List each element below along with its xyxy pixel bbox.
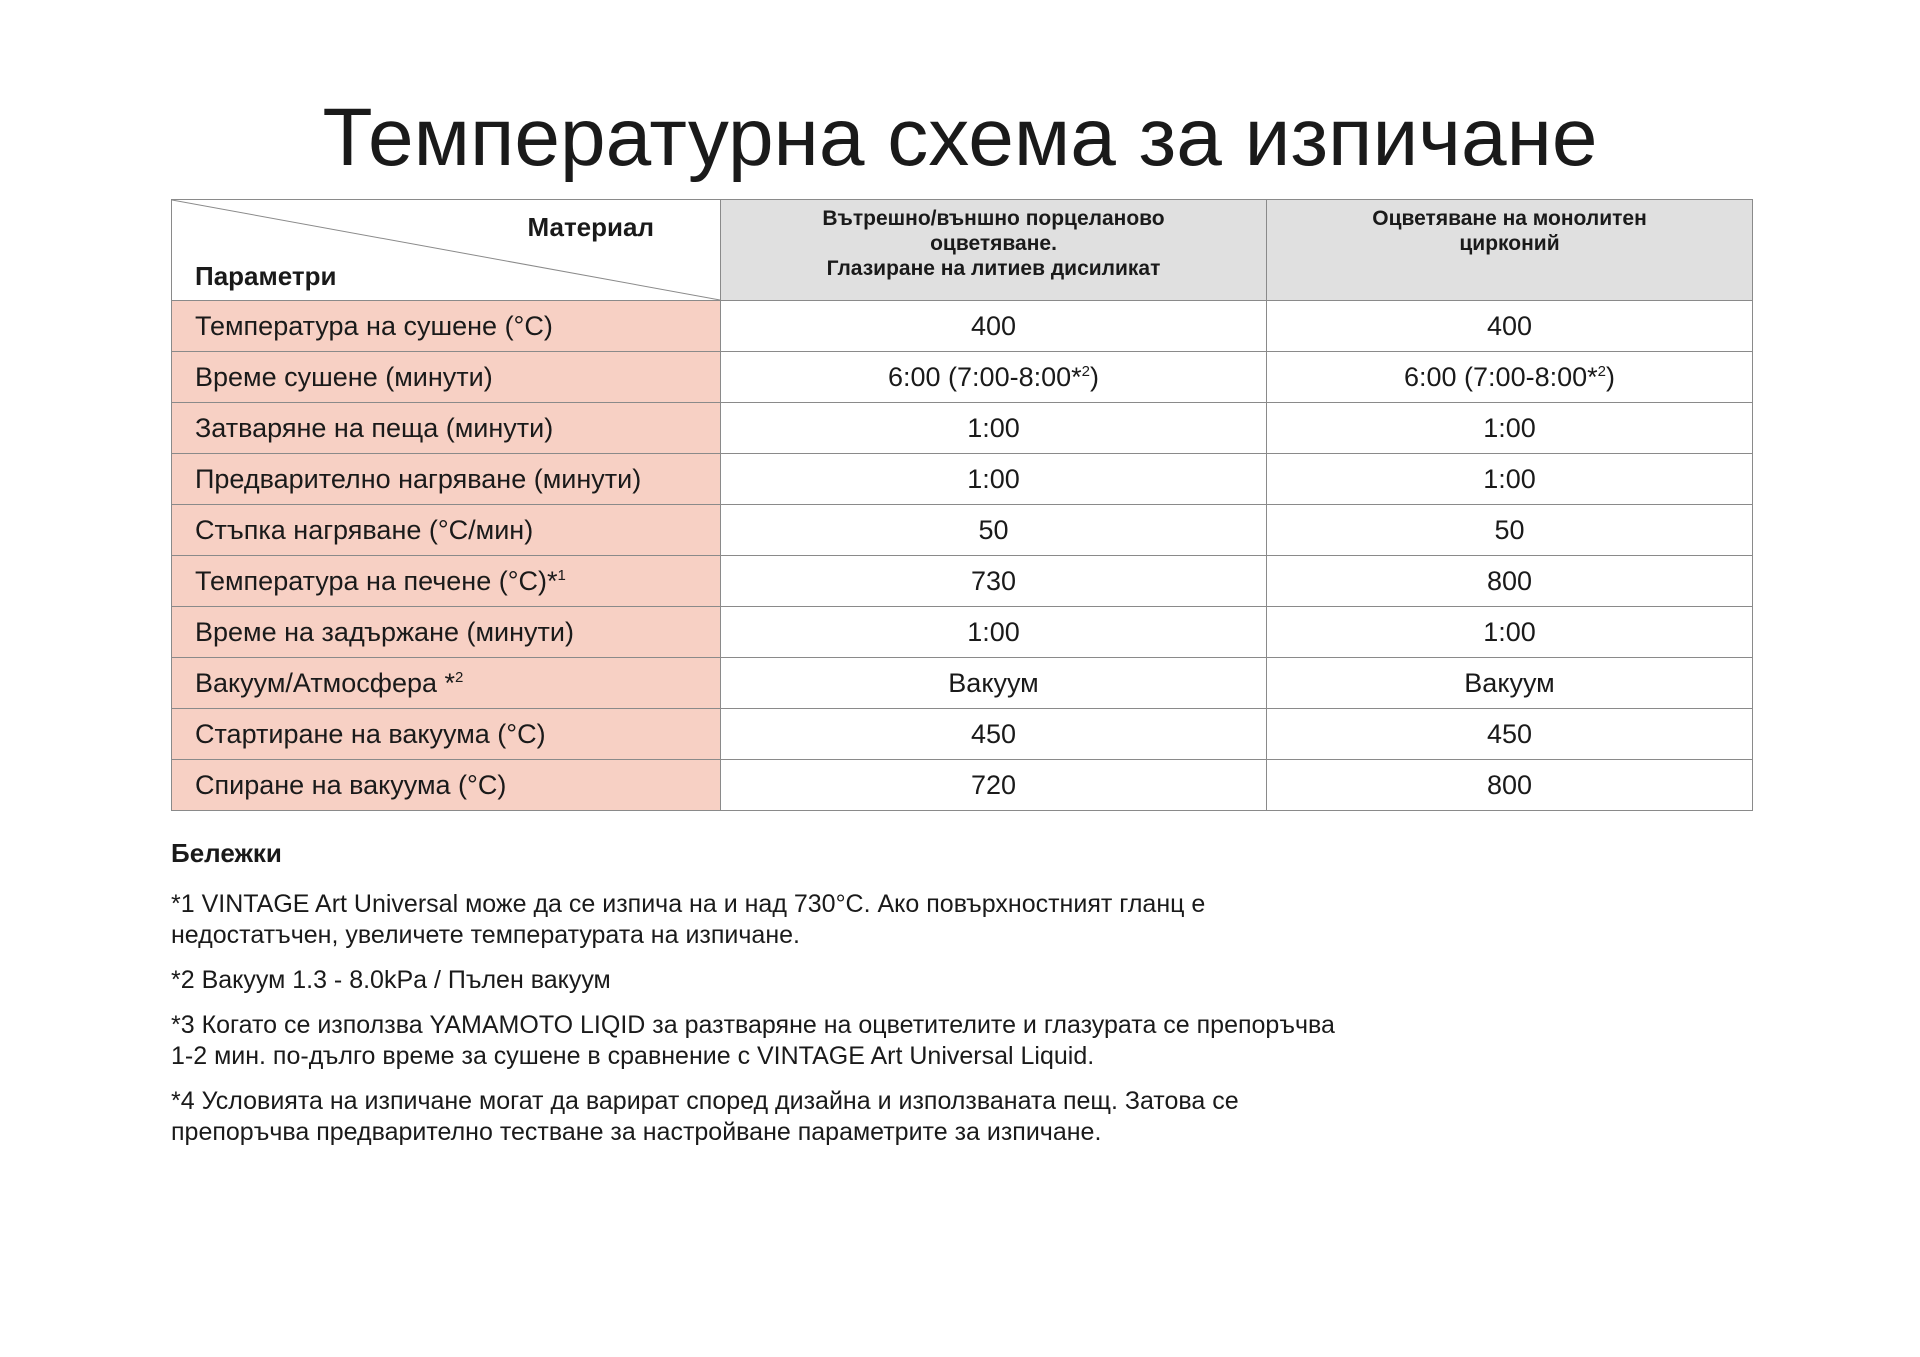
parameter-cell: Вакуум/Атмосфера *$^2$ (172, 658, 721, 709)
value-cell: Вакуум (721, 658, 1267, 709)
parameter-cell: Стартиране на вакуума (°C) (172, 709, 721, 760)
value-cell: 450 (1267, 709, 1753, 760)
value-cell: 1:00 (1267, 403, 1753, 454)
value-cell: 50 (721, 505, 1267, 556)
table-row (172, 454, 1753, 505)
parameter-cell: Стъпка нагряване (°C/мин) (172, 505, 721, 556)
value-cell: 1:00 (721, 607, 1267, 658)
table-row (172, 301, 1753, 352)
value-cell: Вакуум (1267, 658, 1753, 709)
value-cell: 800 (1267, 760, 1753, 811)
table-row (172, 352, 1753, 403)
notes-heading: Бележки (171, 838, 282, 868)
table-row (172, 760, 1753, 811)
note-2: *2 Вакуум 1.3 - 8.0kPa / Пълен вакуум (171, 966, 611, 994)
table-row (172, 709, 1753, 760)
firing-schedule-table (171, 199, 1753, 811)
note-1: *1 VINTAGE Art Universal може да се изпича на и над 730°C. Ако повърхностният гланц е недостатъчен, увеличете температурата на изпичане. (171, 890, 1206, 949)
parameter-cell: Затваряне на пеща (минути) (172, 403, 721, 454)
parameter-cell: Предварително нагряване (минути) (172, 454, 721, 505)
value-cell: 720 (721, 760, 1267, 811)
value-cell: 50 (1267, 505, 1753, 556)
parameter-cell: Време сушене (минути) (172, 352, 721, 403)
table-row (172, 505, 1753, 556)
value-cell: 1:00 (721, 403, 1267, 454)
value-cell: 6:00 (7:00-8:00*$^2$) (721, 352, 1267, 403)
notes-section (171, 838, 1351, 1162)
value-cell: 450 (721, 709, 1267, 760)
column-header-porcelain-staining: Вътрешно/външно порцеланово оцветяване. Глазиране на литиев дисиликат (721, 200, 1267, 301)
value-cell: 6:00 (7:00-8:00*$^2$) (1267, 352, 1753, 403)
column-header-zirconia-staining: Оцветяване на монолитен цирконий (1267, 200, 1753, 301)
value-cell: 800 (1267, 556, 1753, 607)
parameter-cell: Температура на печене (°C)*$^1$ (172, 556, 721, 607)
value-cell: 1:00 (721, 454, 1267, 505)
table-row (172, 607, 1753, 658)
note-4: *4 Условията на изпичане могат да варират според дизайна и използваната пещ. Затова се препоръчва предварително тестване за настройване параметрите за изпичане. (171, 1087, 1239, 1146)
parameter-cell: Температура на сушене (°C) (172, 301, 721, 352)
table-header-row (172, 200, 1753, 301)
material-header-label: Материал (527, 212, 654, 242)
value-cell: 400 (1267, 301, 1753, 352)
value-cell: 1:00 (1267, 607, 1753, 658)
note-3: *3 Когато се използва YAMAMOTO LIQID за разтваряне на оцветителите и глазурата се препоръчва 1-2 мин. по-дълго време за сушене в сравнение с VINTAGE Art Universal Liquid. (171, 1011, 1335, 1070)
value-cell: 1:00 (1267, 454, 1753, 505)
parameter-cell: Време на задържане (минути) (172, 607, 721, 658)
table-row (172, 556, 1753, 607)
parameters-header-label: Параметри (195, 261, 337, 291)
table-row (172, 403, 1753, 454)
table-row (172, 658, 1753, 709)
page-title: Температурна схема за изпичане (322, 92, 1598, 183)
value-cell: 730 (721, 556, 1267, 607)
corner-header-cell (172, 200, 721, 301)
parameter-cell: Спиране на вакуума (°C) (172, 760, 721, 811)
value-cell: 400 (721, 301, 1267, 352)
